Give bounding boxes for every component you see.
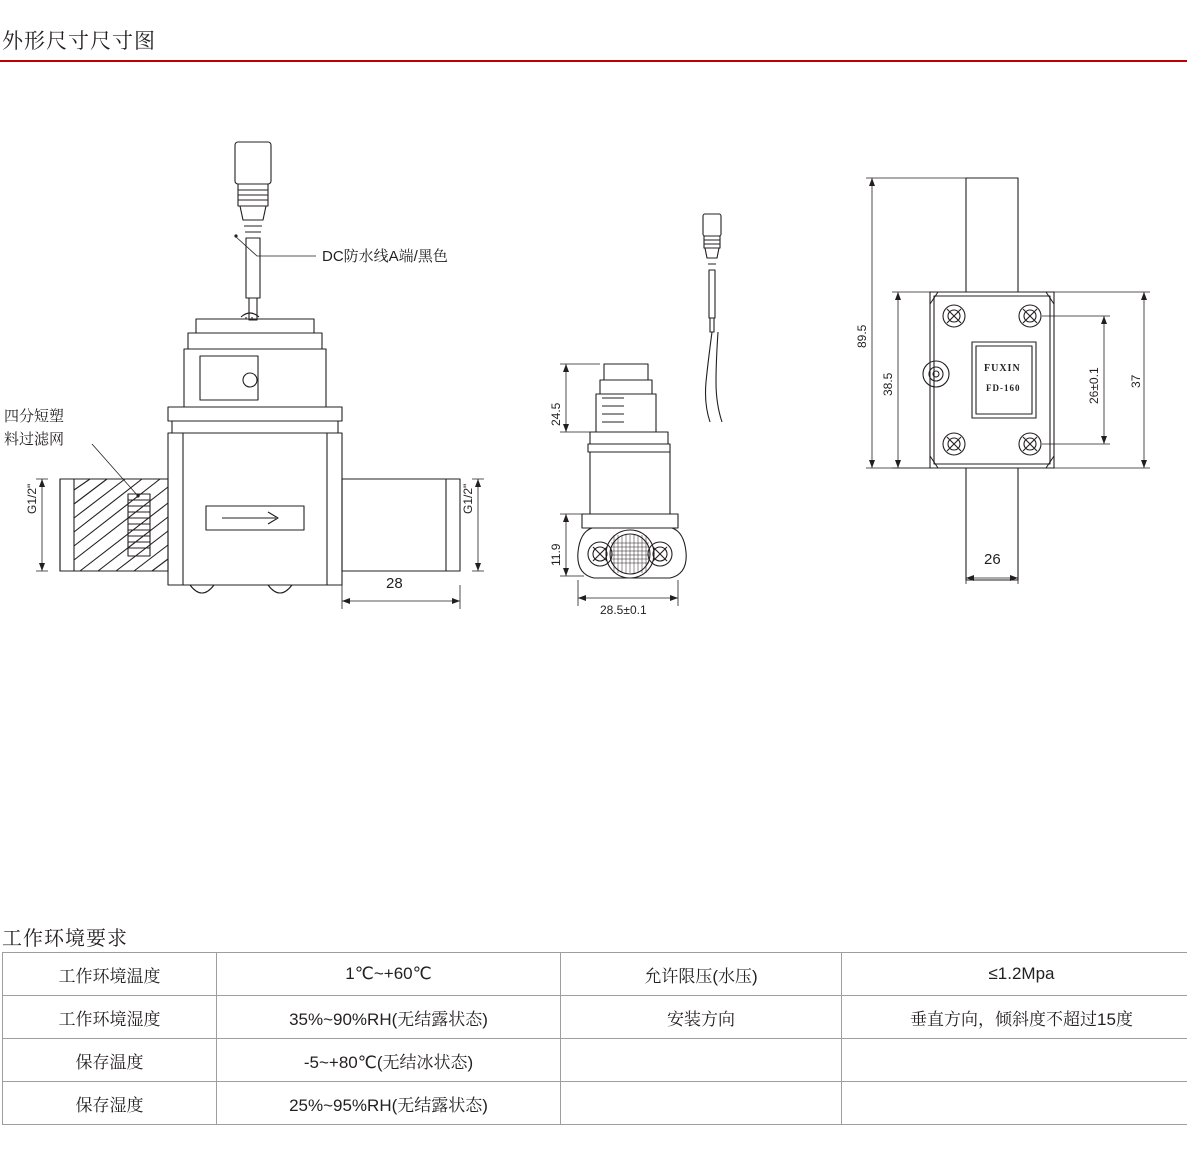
dim-label-28-5: 28.5±0.1	[600, 603, 647, 617]
dim-label-g12-left: G1/2"	[25, 483, 39, 514]
row-label: 工作环境温度	[3, 953, 217, 996]
dim-label-28: 28	[386, 575, 403, 592]
table-row	[3, 1039, 1187, 1082]
env-table-wrapper	[2, 952, 1165, 1125]
row-value: 25%~95%RH(无结露状态)	[217, 1082, 561, 1125]
row-value: 1℃~+60℃	[217, 953, 561, 996]
nameplate-brand: FUXIN	[984, 363, 1021, 374]
callout-cable-label: DC防水线A端/黑色	[322, 248, 448, 265]
page-title: 外形尺寸尺寸图	[2, 30, 156, 53]
callout-filter-label-line2: 料过滤网	[4, 431, 65, 448]
row-value: 35%~90%RH(无结露状态)	[217, 996, 561, 1039]
row-label: 保存湿度	[3, 1082, 217, 1125]
row-label-2: 安装方向	[561, 996, 842, 1039]
dim-label-38-5: 38.5	[881, 372, 895, 396]
dim-label-24-5: 24.5	[549, 402, 563, 426]
dim-label-11-9: 11.9	[549, 543, 563, 566]
row-label-2	[561, 1039, 842, 1082]
table-row	[3, 953, 1187, 996]
callout-filter-label-line1: 四分短塑	[4, 408, 65, 425]
dim-89-5	[866, 178, 966, 468]
dim-label-37: 37	[1129, 374, 1143, 388]
dim-38-5	[892, 292, 934, 468]
row-value-2: ≤1.2Mpa	[842, 953, 1187, 996]
title-divider	[0, 60, 1187, 62]
dim-label-26-bottom: 26	[984, 551, 1001, 568]
dimension-drawing	[0, 66, 1187, 686]
table-row	[3, 996, 1187, 1039]
row-label: 工作环境湿度	[3, 996, 217, 1039]
dim-label-26-tol: 26±0.1	[1087, 367, 1101, 404]
nameplate-model: FD-160	[986, 383, 1021, 393]
env-requirements-table	[2, 952, 1187, 1125]
table-row	[3, 1082, 1187, 1125]
dim-label-89-5: 89.5	[855, 324, 869, 348]
row-label-2	[561, 1082, 842, 1125]
row-value: -5~+80℃(无结冰状态)	[217, 1039, 561, 1082]
front-connector	[235, 142, 271, 320]
side-view	[578, 214, 722, 578]
dim-label-g12-right: G1/2"	[461, 483, 475, 514]
row-label: 保存温度	[3, 1039, 217, 1082]
row-value-2	[842, 1039, 1187, 1082]
dim-24-5	[560, 364, 600, 432]
row-value-2	[842, 1082, 1187, 1125]
top-view	[923, 178, 1054, 580]
row-value-2: 垂直方向，倾斜度不超过15度	[842, 996, 1187, 1039]
env-section-title: 工作环境要求	[2, 928, 128, 950]
row-label-2: 允许限压(水压)	[561, 953, 842, 996]
drawing-svg	[0, 66, 1187, 686]
